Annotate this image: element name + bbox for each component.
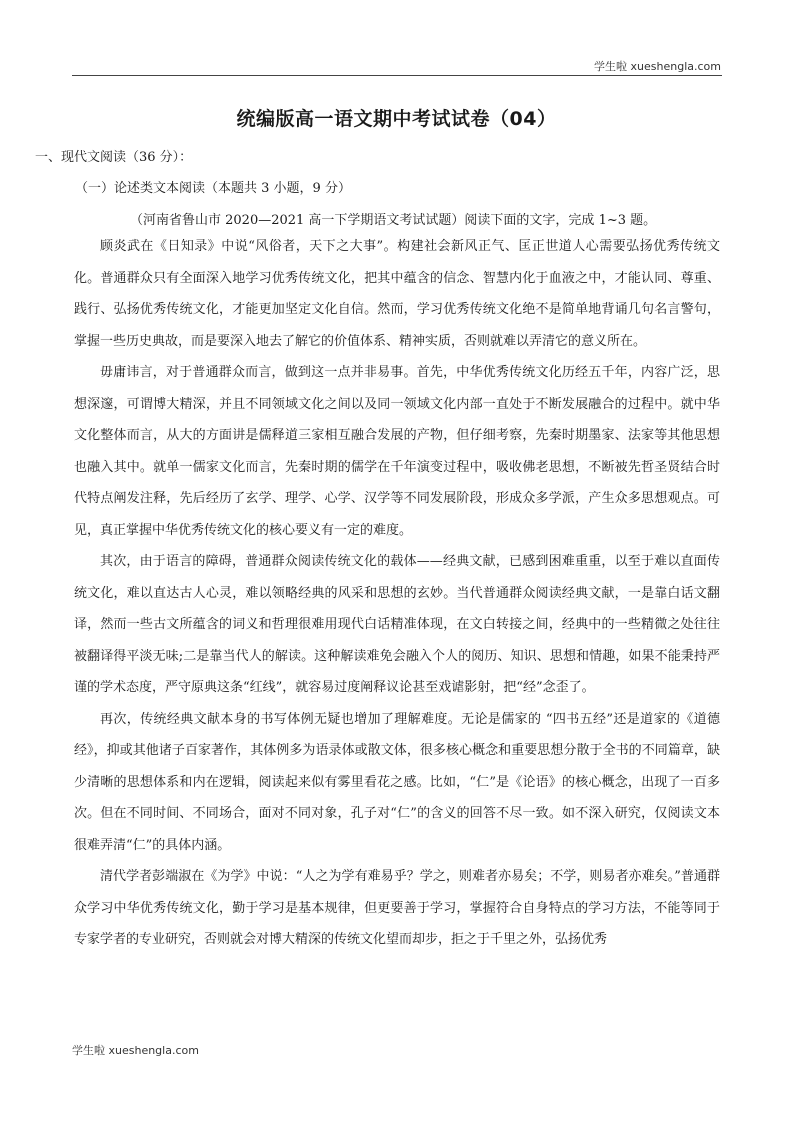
- passage-body: [74, 231, 720, 956]
- paragraph: 毋庸讳言，对于普通群众而言，做到这一点并非易事。首先，中华优秀传统文化历经五千年，内容广泛，思想深邃，可谓博大精深，并且不同领域文化之间以及同一领域文化内部一直处于不断发展融合的过程中。就中华文化整体而言，从大的方面讲是儒释道三家相互融合发展的产物，但仔细考察，先秦时期墨家、法家等其他思想也融入其中。就单一儒家文化而言，先秦时期的儒学在千年演变过程中，吸收佛老思想，不断被先哲圣贤结合时代特点阐发注释，先后经历了玄学、理学、心学、汉学等不同发展阶段，形成众多学派，产生众多思想观点。可见，真正掌握中华优秀传统文化的核心要义有一定的难度。: [74, 365, 720, 538]
- section-heading-modern-reading: 一、现代文阅读（36 分）：: [35, 150, 193, 165]
- paragraph: 清代学者彭端淑在《为学》中说：“人之为学有难易乎？学之，则难者亦易矣；不学，则易者亦难矣。”普通群众学习中华优秀传统文化，勤于学习是基本规律，但更要善于学习，掌握符合自身特点的学习方法，不能等同于专家学者的专业研究，否则就会对博大精深的传统文化望而却步，拒之于千里之外，弘扬优秀: [74, 869, 720, 947]
- passage-source-instruction: （河南省鲁山市 2020—2021 高一下学期语文考试试题）阅读下面的文字，完成 1~3 题。: [130, 213, 657, 228]
- paragraph: 顾炎武在《日知录》中说“风俗者，天下之大事”。构建社会新风正气、匡正世道人心需要弘扬优秀传统文化。普通群众只有全面深入地学习优秀传统文化，把其中蕴含的信念、智慧内化于血液之中，才能认同、尊重、践行、弘扬优秀传统文化，才能更加坚定文化自信。然而，学习优秀传统文化绝不是简单地背诵几句名言警句，掌握一些历史典故，而是要深入地去了解它的价值体系、精神实质，否则就难以弄清它的意义所在。: [74, 239, 720, 349]
- paragraph: 再次，传统经典文献本身的书写体例无疑也增加了理解难度。无论是儒家的 “四书五经”还是道家的《道德经》，抑或其他诸子百家著作，其体例多为语录体或散文体，很多核心概念和重要思想分散于全书的不同篇章，缺少清晰的思想体系和内在逻辑，阅读起来似有雾里看花之感。比如，“仁”是《论语》的核心概念，出现了一百多次。但在不同时间、不同场合，面对不同对象，孔子对“仁”的含义的回答不尽一致。如不深入研究，仅阅读文本很难弄清“仁”的具体内涵。: [74, 711, 720, 853]
- subsection-heading-argumentative: （一）论述类文本阅读（本题共 3 小题，9 分）: [75, 181, 351, 196]
- page-title: 统编版高一语文期中考试试卷（04）: [236, 108, 557, 130]
- header-site-label: 学生啦 xueshengla.com: [594, 60, 721, 73]
- paragraph: 其次，由于语言的障碍，普通群众阅读传统文化的载体——经典文献，已感到困难重重，以至于难以直面传统文化，难以直达古人心灵，难以领略经典的风采和思想的玄妙。当代普通群众阅读经典文献，一是靠白话文翻译，然而一些古文所蕴含的词义和哲理很难用现代白话精准体现，在文白转接之间，经典中的一些精微之处往往被翻译得平淡无味;二是靠当代人的解读。这种解读难免会融入个人的阅历、知识、思想和情趣，如果不能秉持严谨的学术态度，严守原典这条“红线”，就容易过度阐释议论甚至戏谑影射，把“经”念歪了。: [74, 554, 720, 695]
- footer-site-label: 学生啦 xueshengla.com: [72, 1044, 199, 1057]
- header-divider: [72, 75, 722, 76]
